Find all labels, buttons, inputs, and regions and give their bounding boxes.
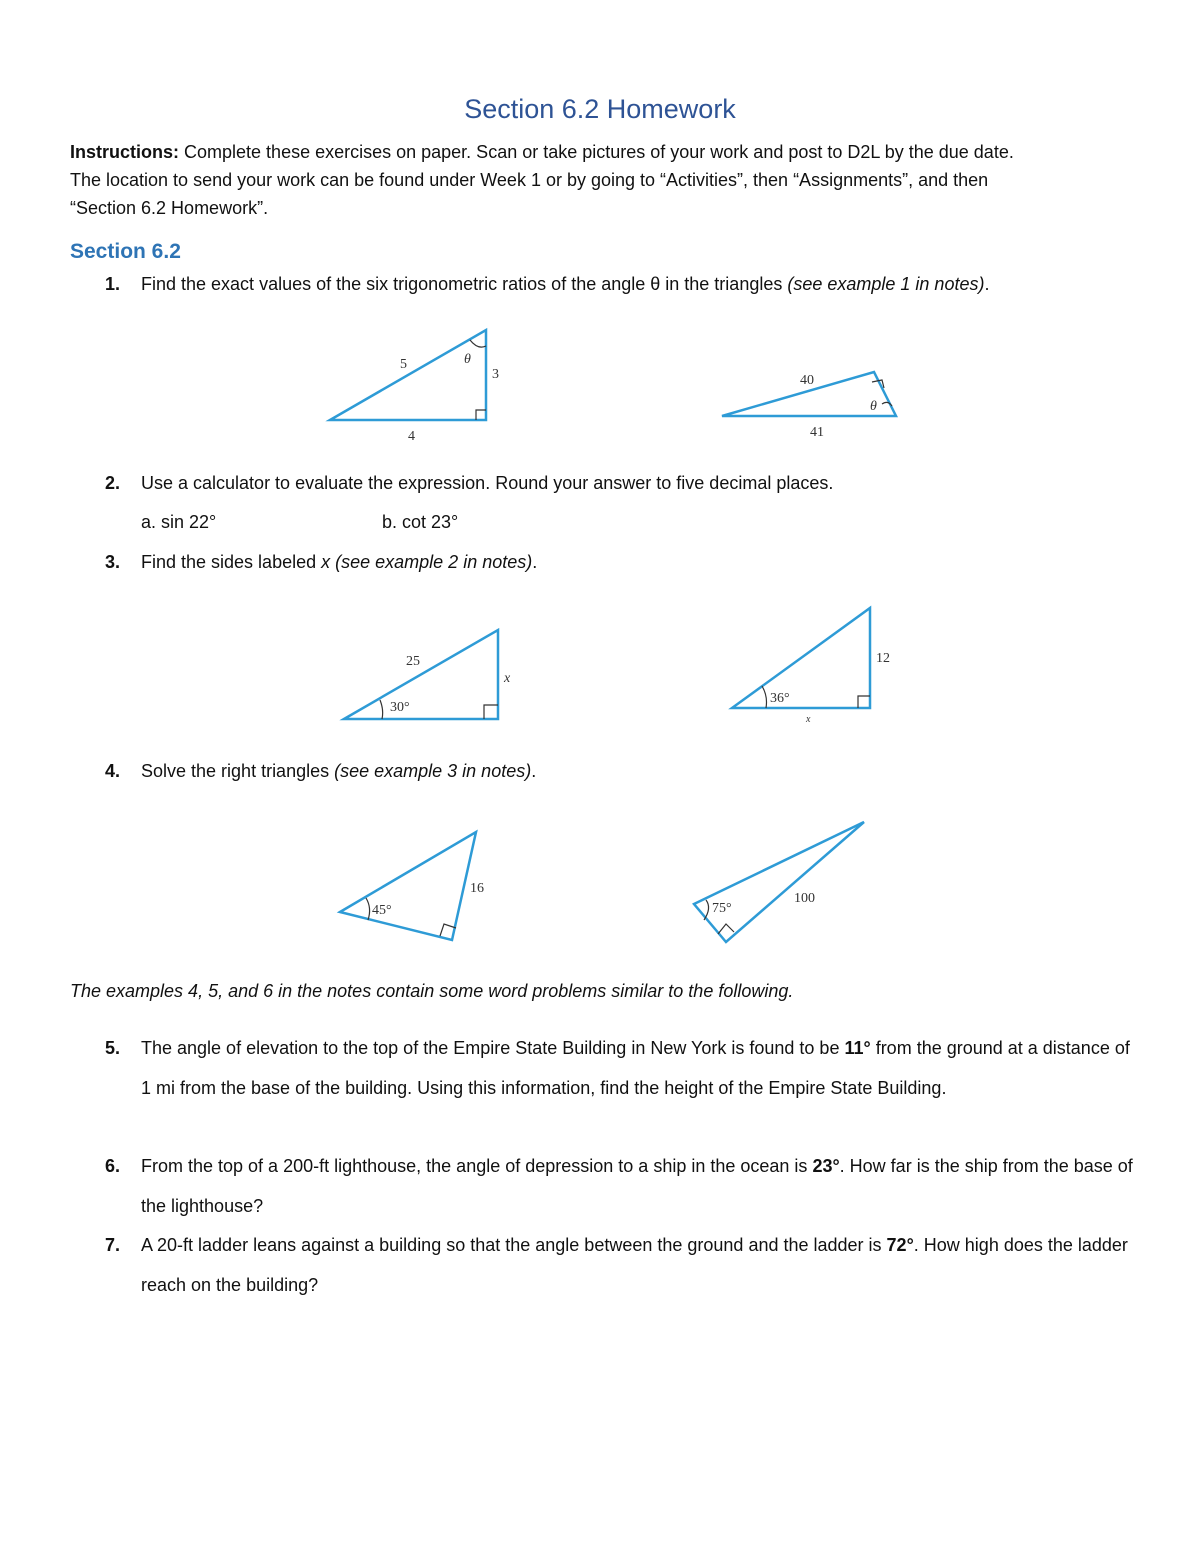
question-text: A 20-ft ladder leans against a building so that the angle between the ground and the ladder is bbox=[141, 1235, 887, 1255]
triangle-figure-4a bbox=[330, 822, 500, 952]
question-text: Use a calculator to evaluate the expression. Round your answer to five decimal places. bbox=[141, 473, 834, 493]
label-hypotenuse: 5 bbox=[400, 357, 407, 372]
question-number: 2. bbox=[105, 473, 121, 493]
right-angle-mark bbox=[484, 705, 498, 719]
question-text: The angle of elevation to the top of the Empire State Building in New York is found to be bbox=[141, 1038, 845, 1058]
question-7 bbox=[105, 1225, 1135, 1305]
question-reference: (see example 1 in notes) bbox=[787, 274, 985, 294]
page-title: Section 6.2 Homework bbox=[464, 94, 736, 124]
triangle-shape bbox=[694, 822, 864, 942]
question-1 bbox=[105, 264, 1135, 304]
question-number: 4. bbox=[105, 761, 121, 781]
triangle-figure-1b bbox=[712, 360, 912, 445]
part-a: a. sin 22° bbox=[141, 512, 217, 532]
instructions-label: Instructions: bbox=[70, 142, 180, 162]
question-number: 5. bbox=[105, 1038, 121, 1058]
triangle-shape bbox=[330, 330, 486, 420]
triangle-shape bbox=[732, 608, 870, 708]
instructions bbox=[70, 138, 1130, 222]
question-4 bbox=[105, 751, 1135, 791]
label-theta: θ bbox=[870, 399, 877, 414]
instructions-line2: The location to send your work can be found under Week 1 or by going to “Activities”, then “Assignments”, and then bbox=[70, 170, 989, 190]
label-base: 4 bbox=[408, 429, 415, 444]
right-angle-mark bbox=[718, 924, 734, 934]
instructions-line3: “Section 6.2 Homework”. bbox=[70, 198, 269, 218]
angle-arc bbox=[366, 898, 370, 920]
angle-arc bbox=[380, 700, 383, 719]
label-side: 100 bbox=[794, 891, 815, 906]
question-5 bbox=[105, 1028, 1135, 1108]
question-value: 23° bbox=[812, 1156, 840, 1176]
label-hypotenuse: 25 bbox=[406, 654, 420, 669]
triangle-figure-4b bbox=[684, 812, 884, 952]
triangle-figure-1a bbox=[320, 320, 520, 445]
question-text-continued: from the ground at a distance of 1 mi from the base of the building. Using this information, find the height of the Empire State Building. bbox=[141, 1038, 1130, 1098]
question-variable: x bbox=[321, 552, 331, 572]
label-vertical: 3 bbox=[492, 367, 499, 382]
question-value: 72° bbox=[886, 1235, 914, 1255]
right-angle-mark bbox=[858, 696, 870, 708]
question-number: 1. bbox=[105, 274, 121, 294]
label-top: 40 bbox=[800, 373, 814, 388]
label-side: 16 bbox=[470, 881, 484, 896]
question-value: 11° bbox=[844, 1038, 871, 1058]
label-angle: 30° bbox=[390, 700, 410, 715]
instructions-line1: Complete these exercises on paper. Scan or take pictures of your work and post to D2L by the due date. bbox=[179, 142, 1014, 162]
right-angle-mark bbox=[476, 410, 486, 420]
question-text: Find the sides labeled bbox=[141, 552, 322, 572]
question-text: Solve the right triangles bbox=[141, 761, 335, 781]
triangle-shape bbox=[340, 832, 476, 940]
question-3 bbox=[105, 542, 1135, 582]
section-heading: Section 6.2 bbox=[70, 240, 181, 263]
question-period: . bbox=[531, 761, 537, 781]
question-text: Find the exact values of the six trigonometric ratios of the angle θ in the triangles bbox=[141, 274, 788, 294]
label-angle: 75° bbox=[712, 901, 732, 916]
triangle-figure-3b bbox=[722, 600, 902, 725]
label-x: x bbox=[806, 714, 811, 725]
question-period: . bbox=[532, 552, 538, 572]
angle-arc bbox=[470, 340, 486, 347]
triangle-shape bbox=[344, 630, 498, 719]
question-text: From the top of a 200-ft lighthouse, the angle of depression to a ship in the ocean is bbox=[141, 1156, 813, 1176]
question-number: 7. bbox=[105, 1235, 121, 1255]
label-bottom: 41 bbox=[810, 425, 824, 440]
question-2 bbox=[105, 463, 1135, 503]
label-x: x bbox=[504, 671, 511, 686]
question-reference: (see example 3 in notes) bbox=[334, 761, 532, 781]
question-text-continued: . How far is the ship from the base of the lighthouse? bbox=[141, 1156, 1133, 1216]
question-number: 6. bbox=[105, 1156, 121, 1176]
label-theta: θ bbox=[464, 352, 471, 367]
question-6 bbox=[105, 1146, 1135, 1226]
label-side: 12 bbox=[876, 651, 890, 666]
angle-arc bbox=[762, 686, 767, 708]
question-number: 3. bbox=[105, 552, 121, 572]
word-problems-note: The examples 4, 5, and 6 in the notes contain some word problems similar to the following. bbox=[70, 981, 794, 1001]
label-angle: 36° bbox=[770, 691, 790, 706]
triangle-figure-3a bbox=[334, 620, 524, 730]
part-b: b. cot 23° bbox=[382, 512, 459, 532]
question-reference: (see example 2 in notes) bbox=[330, 552, 533, 572]
label-angle: 45° bbox=[372, 903, 392, 918]
question-period: . bbox=[984, 274, 990, 294]
question-text-continued: . How high does the ladder reach on the building? bbox=[141, 1235, 1128, 1295]
